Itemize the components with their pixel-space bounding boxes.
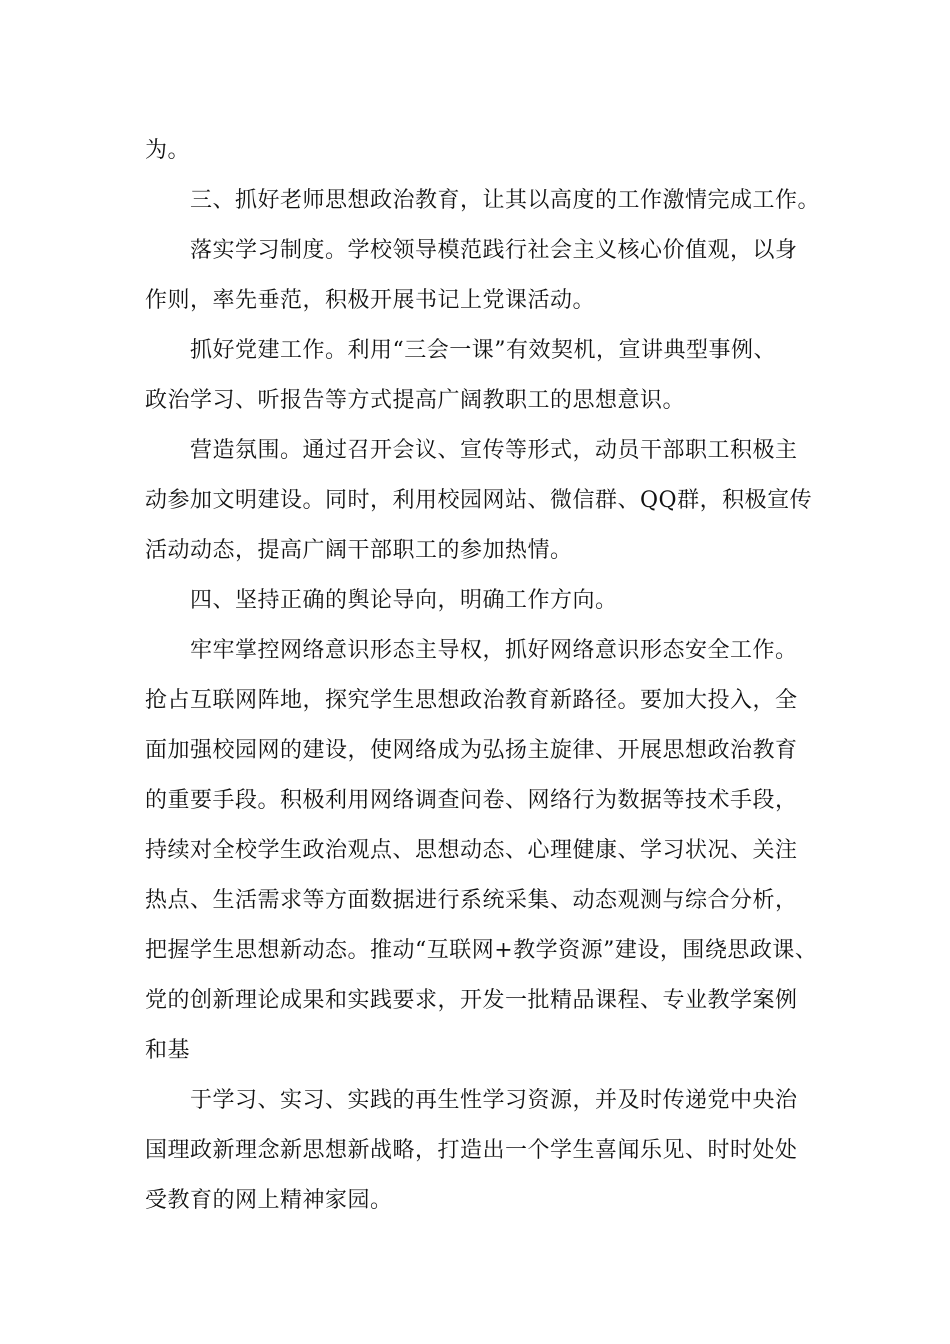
text-line: 抢占互联网阵地，探究学生思想政治教育新路径。要加大投入，全 (145, 688, 798, 713)
text-line: 于学习、实习、实践的再生性学习资源，并及时传递党中央治 (190, 1088, 798, 1113)
text-line: 面加强校园网的建设，使网络成为弘扬主旋律、开展思想政治教育 (145, 738, 798, 763)
section-heading: 三、抓好老师思想政治教育，让其以高度的工作激情完成工作。 (190, 188, 821, 213)
text-line: 热点、生活需求等方面数据进行系统采集、动态观测与综合分析， (145, 888, 798, 913)
text-line: 活动动态，提高广阔干部职工的参加热情。 (145, 538, 573, 563)
text-line: 为。 (145, 138, 191, 163)
text-line: 营造氛围。通过召开会议、宣传等形式，动员干部职工积极主 (190, 438, 798, 463)
text-line: 落实学习制度。学校领导模范践行社会主义核心价值观，以身 (190, 238, 798, 263)
text-line: 牢牢掌控网络意识形态主导权，抓好网络意识形态安全工作。 (190, 638, 798, 663)
text-line: 把握学生思想新动态。推动“互联网+教学资源”建设，围绕思政课、 (145, 938, 818, 963)
section-heading: 四、坚持正确的舆论导向，明确工作方向。 (190, 588, 618, 613)
text-line: 国理政新理念新思想新战略，打造出一个学生喜闻乐见、时时处处 (145, 1138, 798, 1163)
text-line: 政治学习、听报告等方式提高广阔教职工的思想意识。 (145, 388, 686, 413)
text-line: 作则，率先垂范，积极开展书记上党课活动。 (145, 288, 596, 313)
text-line: 受教育的网上精神家园。 (145, 1188, 393, 1213)
text-line: 党的创新理论成果和实践要求，开发一批精品课程、专业教学案例 (145, 988, 798, 1013)
text-line: 动参加文明建设。同时，利用校园网站、微信群、QQ群，积极宣传 (145, 488, 813, 513)
text-line: 抓好党建工作。利用“三会一课”有效契机，宣讲典型事例、 (190, 338, 776, 363)
text-line: 和基 (145, 1038, 191, 1063)
text-line: 的重要手段。积极利用网络调查问卷、网络行为数据等技术手段， (145, 788, 798, 813)
text-line: 持续对全校学生政治观点、思想动态、心理健康、学习状况、关注 (145, 838, 798, 863)
